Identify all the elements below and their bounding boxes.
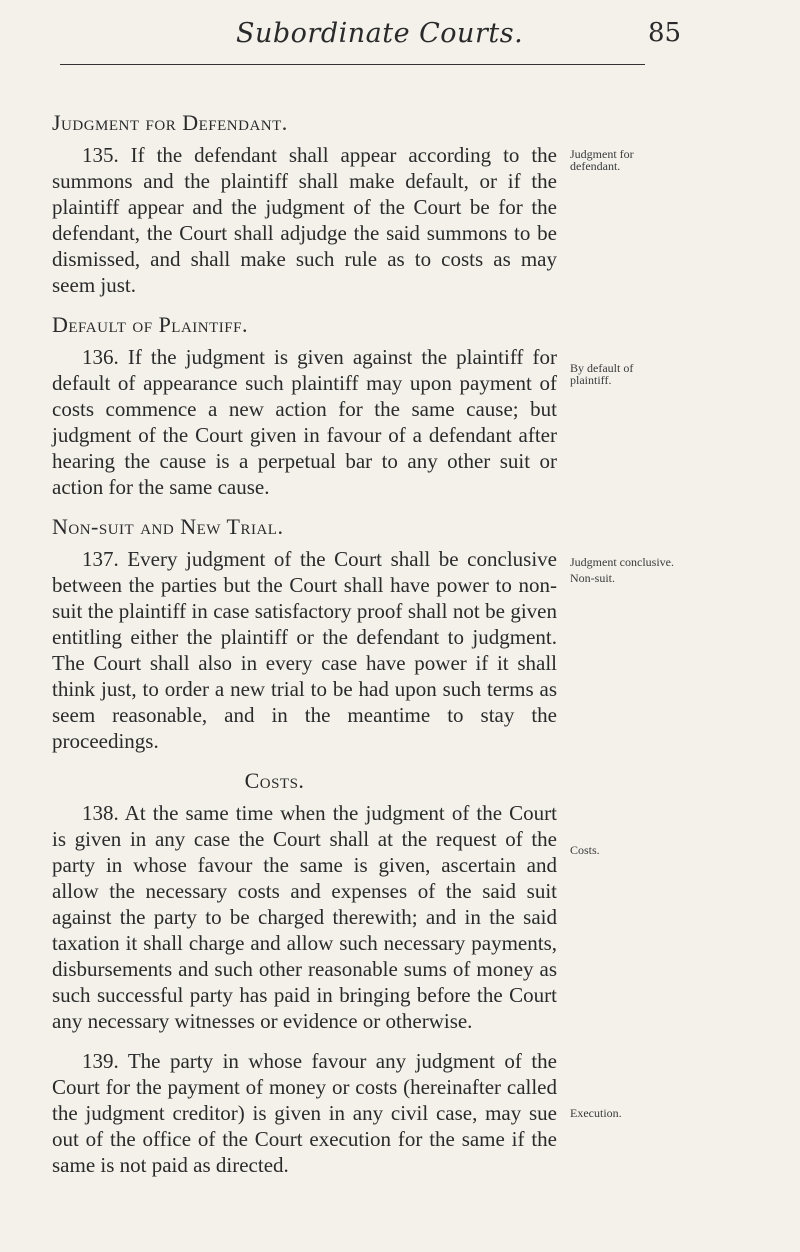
paragraph-139: 139. The party in whose favour any judgment of the Court for the payment of money or costs (hereinafter called the judgment creditor) is given in any civil case, may sue out of the office of the Court execution for the same if the same is not paid as directed. [52,1049,557,1177]
header-rule [60,64,645,65]
body-text [52,110,557,1192]
section-heading-costs: Costs. [244,768,305,793]
paragraph-137: 137. Every judgment of the Court shall be conclusive between the parties but the Court shall have power to non-suit the plaintiff in case satisfactory proof shall not be given entitling either the plaintiff or the defendant to judgment. The Court shall also in every case have power if it shall think just, to order a new trial to be had upon such terms as seem reasonable, and in the meantime to stay the proceedings. [52,547,557,753]
section-heading-default-of-plaintiff: Default of Plaintiff. [52,312,248,337]
page-number: 85 [648,18,682,48]
section-heading-non-suit: Non-suit and New Trial. [52,514,284,539]
section-heading-judgment-for-defendant: Judgment for Defendant. [52,110,288,135]
paragraph-138: 138. At the same time when the judgment of the Court is given in any case the Court shall at the request of the party in whose favour the same is given, ascertain and allow the necessary costs and expenses of the said suit against the party to be charged therewith; and in the said taxation it shall charge and allow such necessary payments, disbursements and such other reasonable sums of money as such successful party has paid in bringing before the Court any necessary witnesses or evidence or otherwise. [52,801,557,1033]
margin-note-non-suit: Non-suit. [570,571,615,585]
running-head [0,10,800,50]
margin-note-judgment-for-defendant: Judgment for defendant. [570,147,634,173]
running-title: Subordinate Courts. [236,18,524,49]
margin-note-judgment-conclusive: Judgment conclusive. [570,555,674,569]
paragraph-136: 136. If the judgment is given against the plaintiff for default of appearance such plaintiff may upon payment of costs commence a new action for the same cause; but judgment of the Court given in favour of a defendant after hearing the cause is a perpetual bar to any other suit or action for the same cause. [52,345,557,499]
paragraph-135: 135. If the defendant shall appear according to the summons and the plaintiff shall make default, or if the plaintiff appear and the judgment of the Court be for the defendant, the Court shall adjudge the said summons to be dismissed, and shall make such rule as to costs as may seem just. [52,143,557,297]
margin-note-execution: Execution. [570,1106,622,1120]
margin-note-default-of-plaintiff: By default of plaintiff. [570,361,634,387]
margin-note-costs: Costs. [570,843,600,857]
